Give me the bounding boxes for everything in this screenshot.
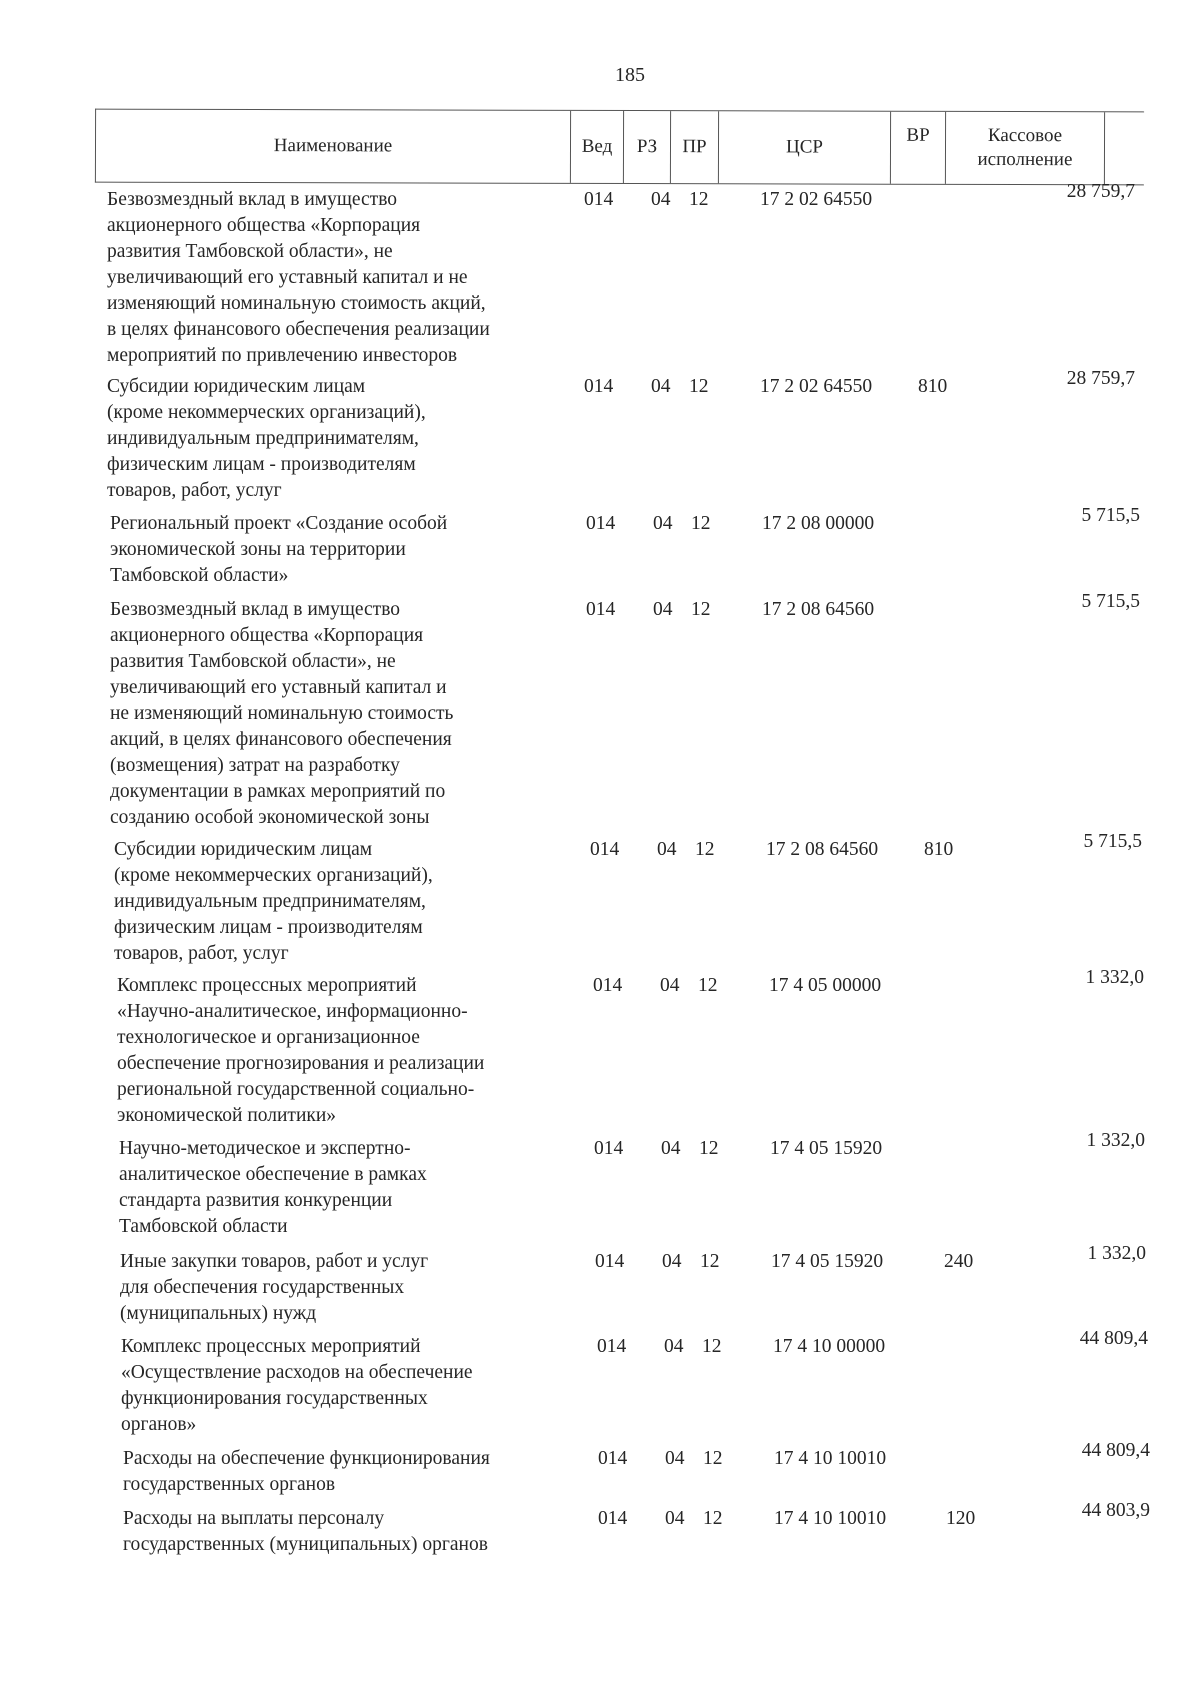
row-rz: 04	[661, 1138, 681, 1159]
row-name: Расходы на выплаты персоналу государственных (муниципальных) органов	[123, 1508, 488, 1555]
page-number: 185	[615, 64, 645, 86]
header-vr: ВР	[891, 112, 946, 184]
row-pr: 12	[698, 975, 718, 996]
row-rz: 04	[665, 1508, 685, 1529]
row-amount: 5 715,5	[1081, 505, 1140, 526]
row-csr: 17 4 05 00000	[769, 975, 882, 996]
row-ved: 014	[595, 1251, 625, 1272]
row-csr: 17 4 05 15920	[770, 1138, 883, 1159]
row-ved: 014	[584, 189, 614, 210]
header-amount: Кассовое исполнение	[946, 112, 1105, 184]
header-rz: РЗ	[624, 111, 671, 183]
row-ved: 014	[598, 1448, 628, 1469]
row-amount: 44 809,4	[1079, 1328, 1148, 1349]
row-amount: 1 332,0	[1086, 1130, 1145, 1151]
row-pr: 12	[695, 839, 715, 860]
row-rz: 04	[660, 975, 680, 996]
row-name: Субсидии юридическим лицам (кроме некоммерческих организаций), индивидуальным предпринимателям, физическим лицам - производителям товаров, работ, услуг	[114, 839, 433, 964]
row-pr: 12	[691, 599, 711, 620]
row-pr: 12	[702, 1336, 722, 1357]
row-pr: 12	[703, 1508, 723, 1529]
row-amount: 5 715,5	[1083, 831, 1142, 852]
row-rz: 04	[651, 376, 671, 397]
row-pr: 12	[699, 1138, 719, 1159]
row-ved: 014	[584, 376, 614, 397]
row-rz: 04	[651, 189, 671, 210]
row-pr: 12	[700, 1251, 720, 1272]
row-ved: 014	[586, 599, 616, 620]
row-rz: 04	[665, 1448, 685, 1469]
row-pr: 12	[689, 189, 709, 210]
row-name: Безвозмездный вклад в имущество акционерного общества «Корпорация развития Тамбовской области», не увеличивающий его уставный капитал и не изменяющий номинальную стоимость акций, в целях финансового обеспечения (возмещения) затрат на разработку документации в рамках мероприятий по созданию особой экономической зоны	[110, 599, 454, 828]
row-ved: 014	[594, 1138, 624, 1159]
row-csr: 17 2 08 64560	[762, 599, 875, 620]
row-csr: 17 2 02 64550	[760, 189, 873, 210]
row-csr: 17 4 10 10010	[774, 1508, 887, 1529]
row-csr: 17 4 10 00000	[773, 1336, 886, 1357]
row-name: Расходы на обеспечение функционирования государственных органов	[123, 1448, 490, 1495]
row-vr: 120	[946, 1508, 976, 1529]
row-csr: 17 2 08 00000	[762, 513, 875, 534]
row-ved: 014	[593, 975, 623, 996]
row-ved: 014	[597, 1336, 627, 1357]
row-pr: 12	[689, 376, 709, 397]
header-pr: ПР	[671, 111, 719, 183]
row-ved: 014	[586, 513, 616, 534]
row-vr: 810	[918, 376, 948, 397]
row-pr: 12	[703, 1448, 723, 1469]
row-csr: 17 2 08 64560	[766, 839, 879, 860]
row-rz: 04	[664, 1336, 684, 1357]
row-ved: 014	[598, 1508, 628, 1529]
row-amount: 1 332,0	[1085, 967, 1144, 988]
row-amount: 28 759,7	[1066, 368, 1135, 389]
row-amount: 28 759,7	[1066, 181, 1135, 202]
row-csr: 17 4 05 15920	[771, 1251, 884, 1272]
row-amount: 44 803,9	[1081, 1500, 1150, 1521]
row-amount: 1 332,0	[1087, 1243, 1146, 1264]
table-header	[95, 109, 1144, 186]
row-name: Комплекс процессных мероприятий «Осуществление расходов на обеспечение функционирования государственных органов»	[121, 1336, 473, 1435]
row-name: Иные закупки товаров, работ и услуг для обеспечения государственных (муниципальных) нужд	[120, 1251, 429, 1324]
row-rz: 04	[657, 839, 677, 860]
row-name: Субсидии юридическим лицам (кроме некоммерческих организаций), индивидуальным предпринимателям, физическим лицам - производителям товаров, работ, услуг	[107, 376, 426, 501]
header-csr: ЦСР	[719, 111, 891, 183]
row-vr: 810	[924, 839, 954, 860]
row-vr: 240	[944, 1251, 974, 1272]
row-ved: 014	[590, 839, 620, 860]
row-amount: 5 715,5	[1081, 591, 1140, 612]
header-ved: Вед	[571, 111, 624, 183]
row-pr: 12	[691, 513, 711, 534]
row-rz: 04	[653, 599, 673, 620]
row-name: Научно-методическое и экспертно- аналитическое обеспечение в рамках стандарта развития конкуренции Тамбовской области	[119, 1138, 427, 1237]
header-name: Наименование	[96, 110, 571, 183]
row-name: Региональный проект «Создание особой экономической зоны на территории Тамбовской области»	[110, 513, 448, 586]
row-name: Комплекс процессных мероприятий «Научно-аналитическое, информационно- технологическое и организационное обеспечение прогнозирования и реализации региональной государственной социально- экономической политики»	[117, 975, 485, 1126]
row-amount: 44 809,4	[1081, 1440, 1150, 1461]
row-csr: 17 4 10 10010	[774, 1448, 887, 1469]
row-rz: 04	[653, 513, 673, 534]
row-csr: 17 2 02 64550	[760, 376, 873, 397]
row-rz: 04	[662, 1251, 682, 1272]
row-name: Безвозмездный вклад в имущество акционерного общества «Корпорация развития Тамбовской области», не увеличивающий его уставный капитал и не изменяющий номинальную стоимость акций, в целях финансового обеспечения реализации мероприятий по привлечению инвесторов	[107, 189, 490, 366]
